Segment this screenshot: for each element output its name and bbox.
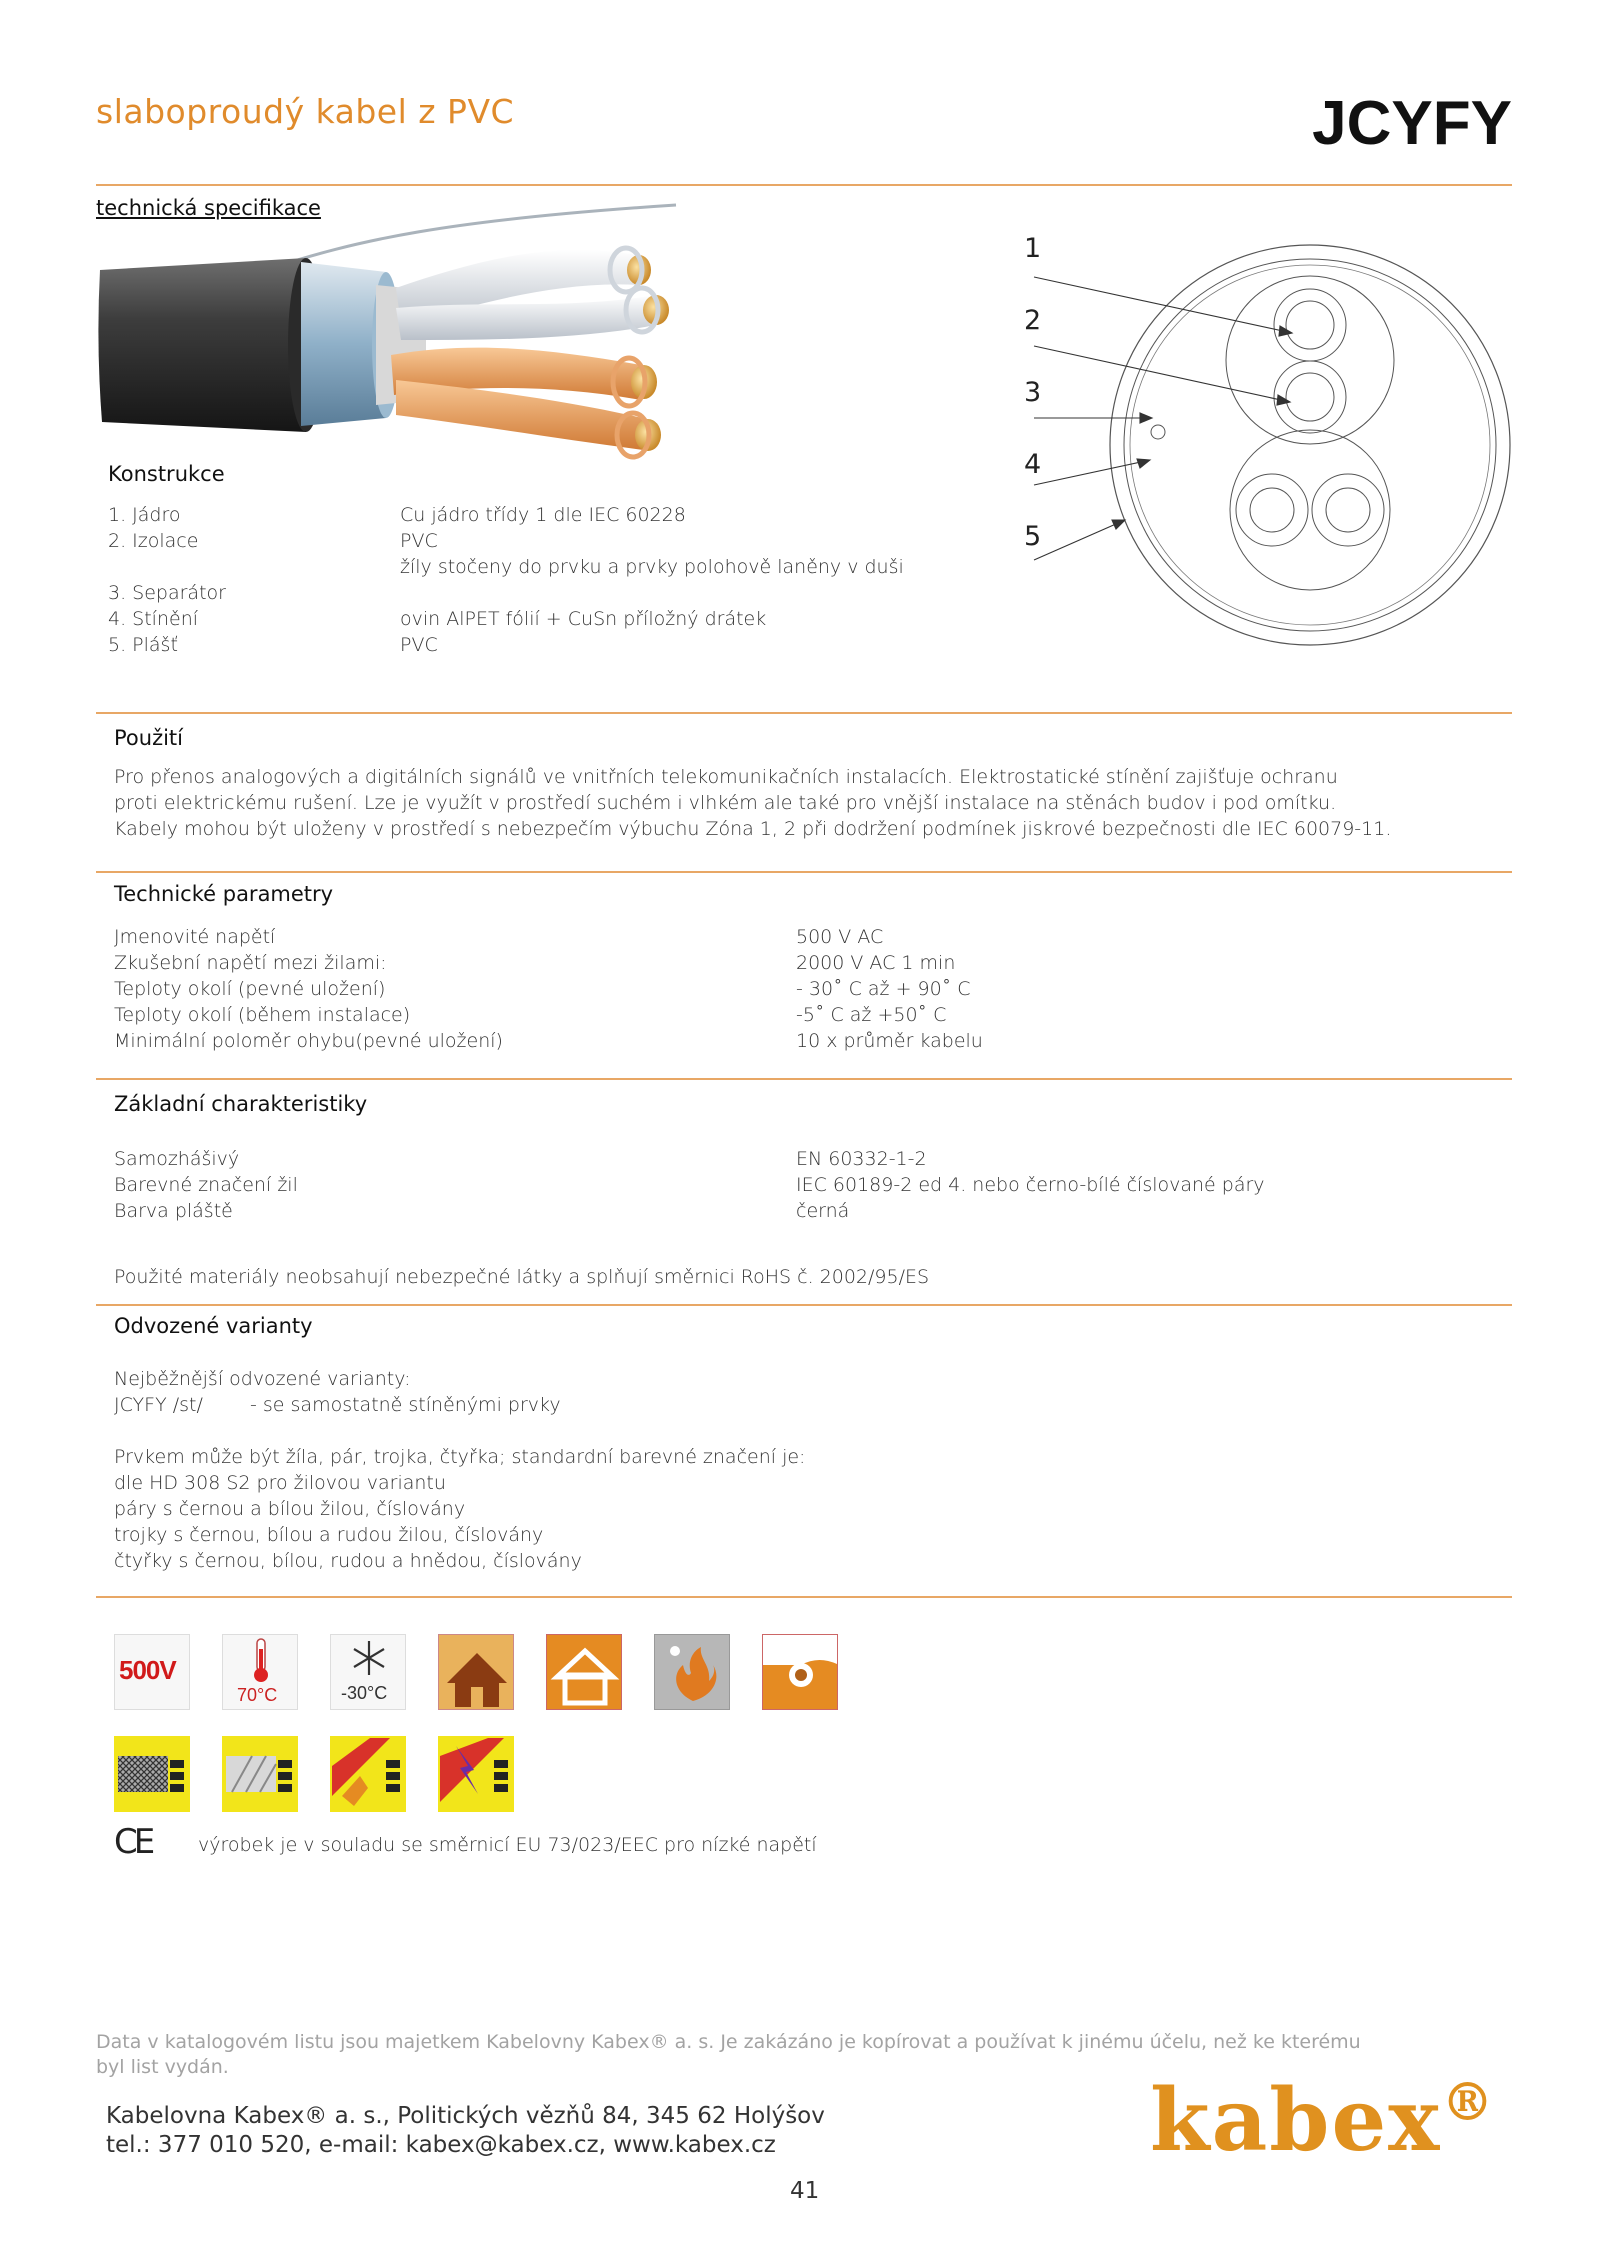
parametry-value: 10 x průměr kabelu [796,1030,983,1052]
section-rule [96,1078,1512,1080]
charakteristiky-key: Barevné značení žil [114,1174,298,1196]
charakteristiky-table [114,1146,1414,1224]
charakteristiky-row [114,1198,1414,1224]
section-rule [96,1596,1512,1598]
parametry-row [114,924,1414,950]
konstrukce-value: žíly stočeny do prvku a prvky polohově laněny v duši [400,556,904,578]
pouziti-line: Kabely mohou být uloženy v prostředí s nebezpečím výbuchu Zóna 1, 2 při dodržení podmínek jiskrové bezpečnosti dle IEC 60079-11. [114,818,1392,840]
mechanical-damage-icon [330,1736,406,1812]
parametry-row [114,1002,1414,1028]
varianty-row [114,1392,1314,1418]
varianty-text [114,1366,1314,1574]
outdoor-house-icon [546,1634,622,1710]
charakteristiky-heading: Základní charakteristiky [114,1092,368,1116]
rohs-note: Použité materiály neobsahují nebezpečné látky a splňují směrnici RoHS č. 2002/95/ES [114,1266,930,1288]
header-rule [96,184,1512,186]
pouziti-heading: Použití [114,726,183,750]
parametry-heading: Technické parametry [114,882,334,906]
parametry-key: Zkušební napětí mezi žilami: [114,952,387,974]
varianty-name: JCYFY /st/ [114,1394,203,1416]
konstrukce-row [108,528,988,554]
copyright-note-line: byl list vydán. [96,2056,229,2078]
page-number: 41 [790,2178,820,2204]
konstrukce-key: 3. Separátor [108,582,226,604]
konstrukce-table [108,502,988,658]
parametry-row [114,976,1414,1002]
parametry-table [114,924,1414,1054]
charakteristiky-value: EN 60332-1-2 [796,1148,927,1170]
buried-installation-icon [762,1634,838,1710]
parametry-key: Minimální poloměr ohybu(pevné uložení) [114,1030,503,1052]
parametry-row [114,950,1414,976]
parametry-row [114,1028,1414,1054]
kabex-logo [1150,2070,1495,2171]
charakteristiky-value: IEC 60189-2 ed 4. nebo černo-bílé číslované páry [796,1174,1265,1196]
interference-shield-icon [438,1736,514,1812]
konstrukce-key: 4. Stínění [108,608,199,630]
address-line: Kabelovna Kabex® a. s., Politických vězňů 84, 345 62 Holýšov [106,2103,825,2129]
charakteristiky-value: černá [796,1200,850,1222]
varianty-line: trojky s černou, bílou a rudou žilou, číslovány [114,1524,544,1546]
konstrukce-key: 1. Jádro [108,504,181,526]
parametry-key: Teploty okolí (pevné uložení) [114,978,386,1000]
varianty-desc: - se samostatně stíněnými prvky [250,1394,561,1416]
charakteristiky-key: Samozhášivý [114,1148,240,1170]
copyright-note-line: Data v katalogovém listu jsou majetkem Kabelovny Kabex® a. s. Je zakázáno je kopírovat a používat k jinému účelu, než ke kterému [96,2031,1361,2053]
company-address [106,2102,825,2160]
document-subtitle: slaboproudý kabel z PVC [96,92,515,131]
pouziti-line: proti elektrickému rušení. Lze je využít v prostředí suchém i vlhkém ale také pro vnější instalace na stěnách budov i pod omítku. [114,792,1337,814]
voltage-500v-icon [114,1634,190,1710]
temp-min-label: -30°C [341,1683,388,1703]
konstrukce-row [108,580,988,606]
diagram-label-2: 2 [1024,305,1042,336]
konstrukce-key: 5. Plášť [108,634,178,656]
konstrukce-row [108,606,988,632]
cable-illustration [96,200,736,460]
charakteristiky-row [114,1146,1414,1172]
contact-line: tel.: 377 010 520, e-mail: kabex@kabex.cz, www.kabex.cz [106,2132,776,2158]
varianty-line: páry s černou a bílou žilou, číslovány [114,1498,466,1520]
cross-section-diagram [1000,220,1520,680]
varianty-line: Prvkem může být žíla, pár, trojka, čtyřka; standardní barevné značení je: [114,1446,806,1468]
braid-shield-icon [114,1736,190,1812]
parametry-value: 500 V AC [796,926,884,948]
diagram-label-1: 1 [1024,233,1042,264]
varianty-line: dle HD 308 S2 pro žilovou variantu [114,1472,446,1494]
diagram-label-5: 5 [1024,521,1042,552]
parametry-value: 2000 V AC 1 min [796,952,956,974]
temperature-min-icon [330,1634,406,1710]
pouziti-text [114,764,1514,842]
section-rule [96,871,1512,873]
konstrukce-row [108,632,988,658]
indoor-house-icon [438,1634,514,1710]
varianty-intro: Nejběžnější odvozené varianty: [114,1368,411,1390]
parametry-value: - 30˚ C až + 90˚ C [796,978,971,1000]
varianty-line: čtyřky s černou, bílou, rudou a hnědou, číslovány [114,1550,582,1572]
charakteristiky-key: Barva pláště [114,1200,233,1222]
konstrukce-value: PVC [400,634,438,656]
foil-shield-icon [222,1736,298,1812]
registered-mark: ® [1441,2072,1496,2133]
konstrukce-value: ovin AlPET fólií + CuSn příložný drátek [400,608,767,630]
charakteristiky-row [114,1172,1414,1198]
konstrukce-row [108,502,988,528]
thermometer-icon [223,1635,298,1685]
parametry-key: Teploty okolí (během instalace) [114,1004,411,1026]
konstrukce-heading: Konstrukce [108,462,225,486]
konstrukce-key: 2. Izolace [108,530,199,552]
temperature-max-icon [222,1634,298,1710]
temp-max-label: 70°C [237,1685,278,1705]
section-rule [96,1304,1512,1306]
product-name: JCYFY [1312,89,1512,158]
diagram-label-3: 3 [1024,377,1042,408]
ce-text: výrobek je v souladu se směrnicí EU 73/023/EEC pro nízké napětí [198,1834,817,1856]
spec-heading: technická specifikace [96,196,321,220]
varianty-heading: Odvozené varianty [114,1314,313,1338]
konstrukce-row [108,554,988,580]
diagram-label-4: 4 [1024,449,1042,480]
kabex-logo-text: kabex [1150,2070,1442,2171]
snowflake-icon [331,1635,406,1681]
konstrukce-value: PVC [400,530,438,552]
pouziti-line: Pro přenos analogových a digitálních signálů ve vnitřních telekomunikačních instalacích. Elektrostatické stínění zajišťuje ochranu [114,766,1338,788]
section-rule [96,712,1512,714]
ce-mark-icon: CE [114,1822,152,1862]
parametry-value: -5˚ C až +50˚ C [796,1004,947,1026]
konstrukce-value: Cu jádro třídy 1 dle IEC 60228 [400,504,686,526]
voltage-icon-label: 500V [119,1655,176,1685]
parametry-key: Jmenovité napětí [114,926,276,948]
flame-retardant-icon [654,1634,730,1710]
